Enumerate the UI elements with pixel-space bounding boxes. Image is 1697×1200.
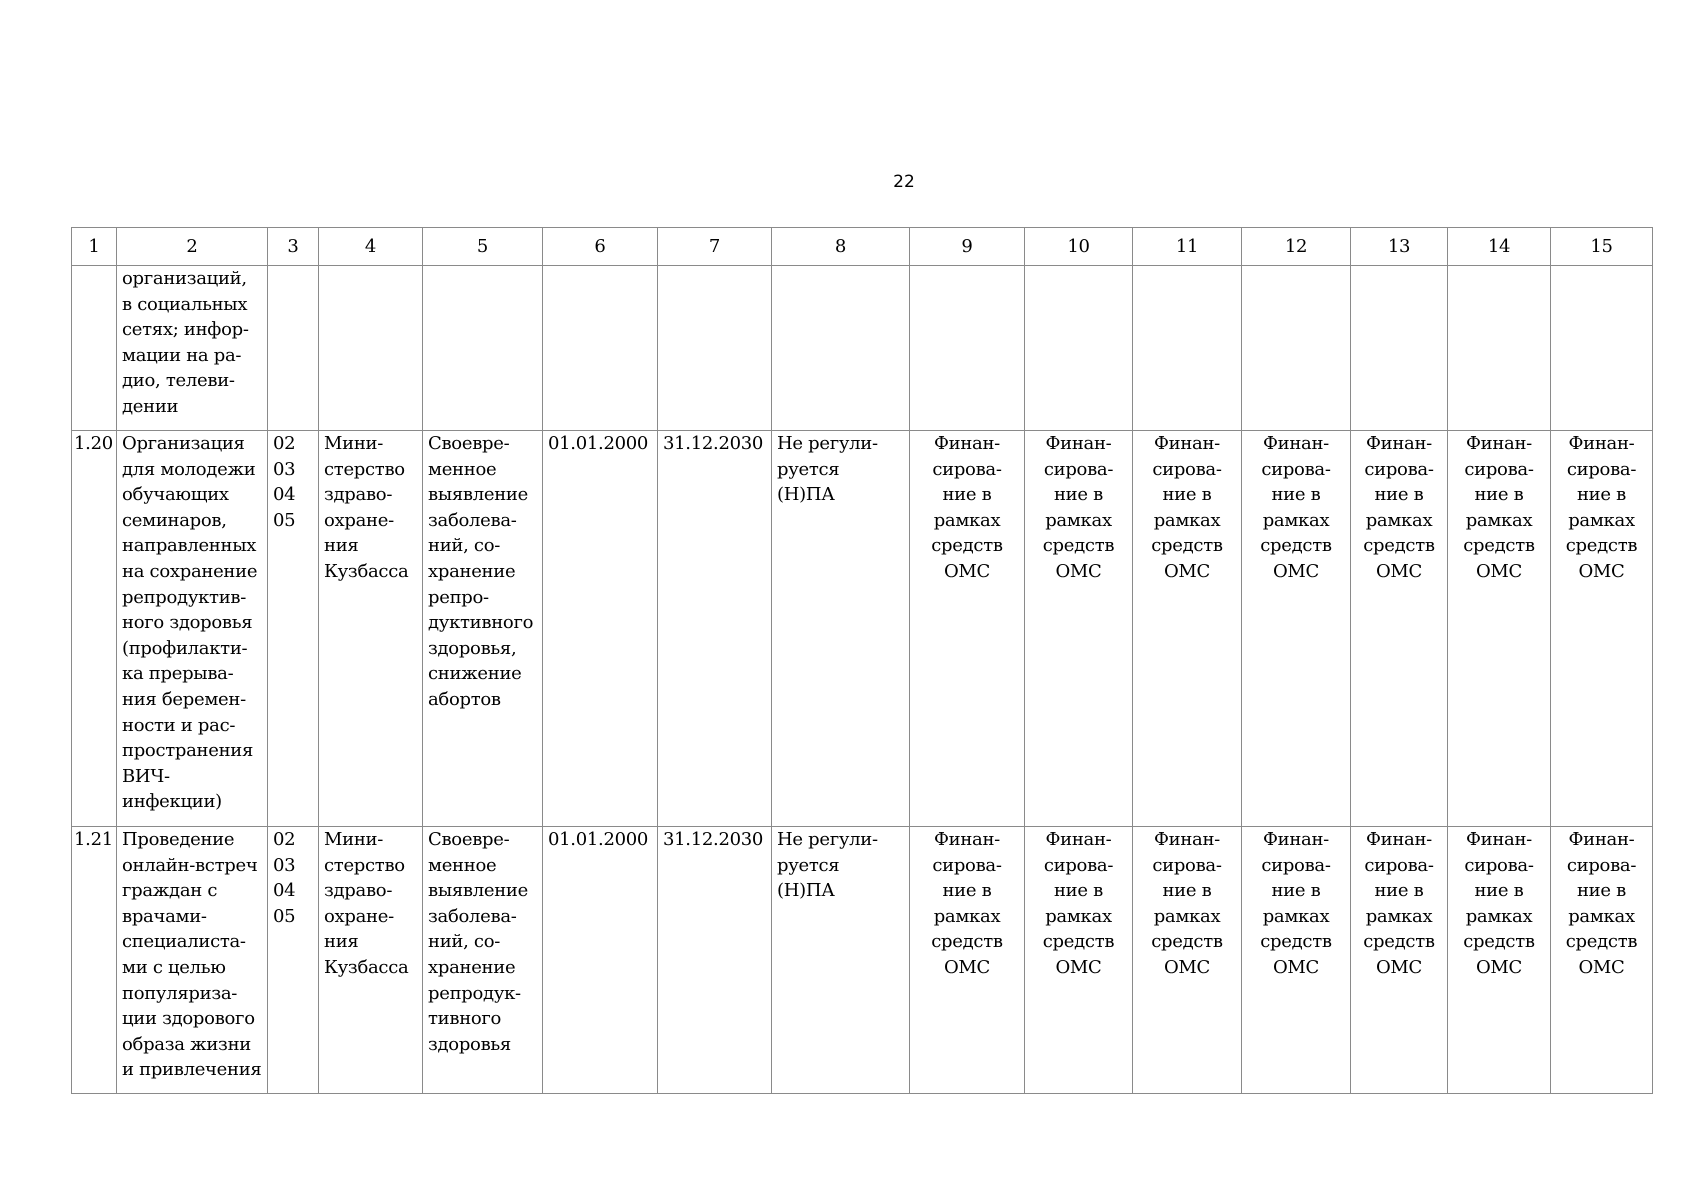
header-cell: 1: [72, 228, 117, 266]
financing-cell: Финан- сирова- ние в рамках средств ОМС: [1025, 827, 1133, 1094]
financing-cell: Финан- сирова- ние в рамках средств ОМС: [1242, 827, 1351, 1094]
header-cell: 5: [423, 228, 543, 266]
financing-cell: Финан- сирова- ние в рамках средств ОМС: [910, 431, 1025, 827]
financing-cell: Финан- сирова- ние в рамках средств ОМС: [910, 827, 1025, 1094]
start-date: [543, 266, 658, 431]
header-cell: 15: [1551, 228, 1653, 266]
header-cell: 12: [1242, 228, 1351, 266]
header-cell: 2: [117, 228, 268, 266]
financing-cell: Финан- сирова- ние в рамках средств ОМС: [1448, 431, 1551, 827]
financing-cell: [1242, 266, 1351, 431]
regulation: Не регули- руется (Н)ПА: [772, 431, 910, 827]
header-cell: 14: [1448, 228, 1551, 266]
header-cell: 3: [268, 228, 319, 266]
end-date: [658, 266, 772, 431]
start-date: 01.01.2000: [543, 827, 658, 1094]
start-date: 01.01.2000: [543, 431, 658, 827]
activity-name: Организация для молодежи обучающих семинаров, направленных на сохранение репродуктив- ного здоровья (профилакти- ка прерыва- ния беремен- ности и рас- пространения ВИЧ- инфекции): [117, 431, 268, 827]
header-cell: 6: [543, 228, 658, 266]
executor: [319, 266, 423, 431]
financing-cell: [910, 266, 1025, 431]
row-number: 1.21: [72, 827, 117, 1094]
activity-name: Проведение онлайн-встреч граждан с врачами- специалиста- ми с целью популяриза- ции здорового образа жизни и привлечения: [117, 827, 268, 1094]
codes: 02 03 04 05: [268, 431, 319, 827]
expected-result: [423, 266, 543, 431]
financing-cell: [1448, 266, 1551, 431]
activity-name: организаций, в социальных сетях; инфор- мации на ра- дио, телеви- дении: [117, 266, 268, 431]
regulation: Не регули- руется (Н)ПА: [772, 827, 910, 1094]
financing-cell: [1133, 266, 1242, 431]
financing-cell: [1351, 266, 1448, 431]
financing-cell: Финан- сирова- ние в рамках средств ОМС: [1551, 827, 1653, 1094]
financing-cell: Финан- сирова- ние в рамках средств ОМС: [1242, 431, 1351, 827]
header-cell: 11: [1133, 228, 1242, 266]
table-row: [72, 827, 1653, 1094]
header-row: [72, 228, 1653, 266]
table-row: [72, 266, 1653, 431]
financing-cell: Финан- сирова- ние в рамках средств ОМС: [1025, 431, 1133, 827]
header-cell: 7: [658, 228, 772, 266]
regulation: [772, 266, 910, 431]
codes: [268, 266, 319, 431]
financing-cell: Финан- сирова- ние в рамках средств ОМС: [1351, 431, 1448, 827]
table-row: [72, 431, 1653, 827]
executor: Мини- стерство здраво- охране- ния Кузбасса: [319, 827, 423, 1094]
header-cell: 9: [910, 228, 1025, 266]
expected-result: Своевре- менное выявление заболева- ний, со- хранение репродук- тивного здоровья: [423, 827, 543, 1094]
end-date: 31.12.2030: [658, 827, 772, 1094]
header-cell: 4: [319, 228, 423, 266]
financing-cell: [1551, 266, 1653, 431]
end-date: 31.12.2030: [658, 431, 772, 827]
financing-cell: Финан- сирова- ние в рамках средств ОМС: [1133, 431, 1242, 827]
header-cell: 8: [772, 228, 910, 266]
header-cell: 10: [1025, 228, 1133, 266]
financing-cell: Финан- сирова- ние в рамках средств ОМС: [1133, 827, 1242, 1094]
page-number: 22: [893, 172, 915, 192]
row-number: [72, 266, 117, 431]
row-number: 1.20: [72, 431, 117, 827]
codes: 02 03 04 05: [268, 827, 319, 1094]
financing-cell: Финан- сирова- ние в рамках средств ОМС: [1448, 827, 1551, 1094]
expected-result: Своевре- менное выявление заболева- ний, со- хранение репро- дуктивного здоровья, снижение абортов: [423, 431, 543, 827]
executor: Мини- стерство здраво- охране- ния Кузбасса: [319, 431, 423, 827]
financing-cell: Финан- сирова- ние в рамках средств ОМС: [1351, 827, 1448, 1094]
header-cell: 13: [1351, 228, 1448, 266]
activities-table: [71, 227, 1653, 1094]
financing-cell: [1025, 266, 1133, 431]
financing-cell: Финан- сирова- ние в рамках средств ОМС: [1551, 431, 1653, 827]
